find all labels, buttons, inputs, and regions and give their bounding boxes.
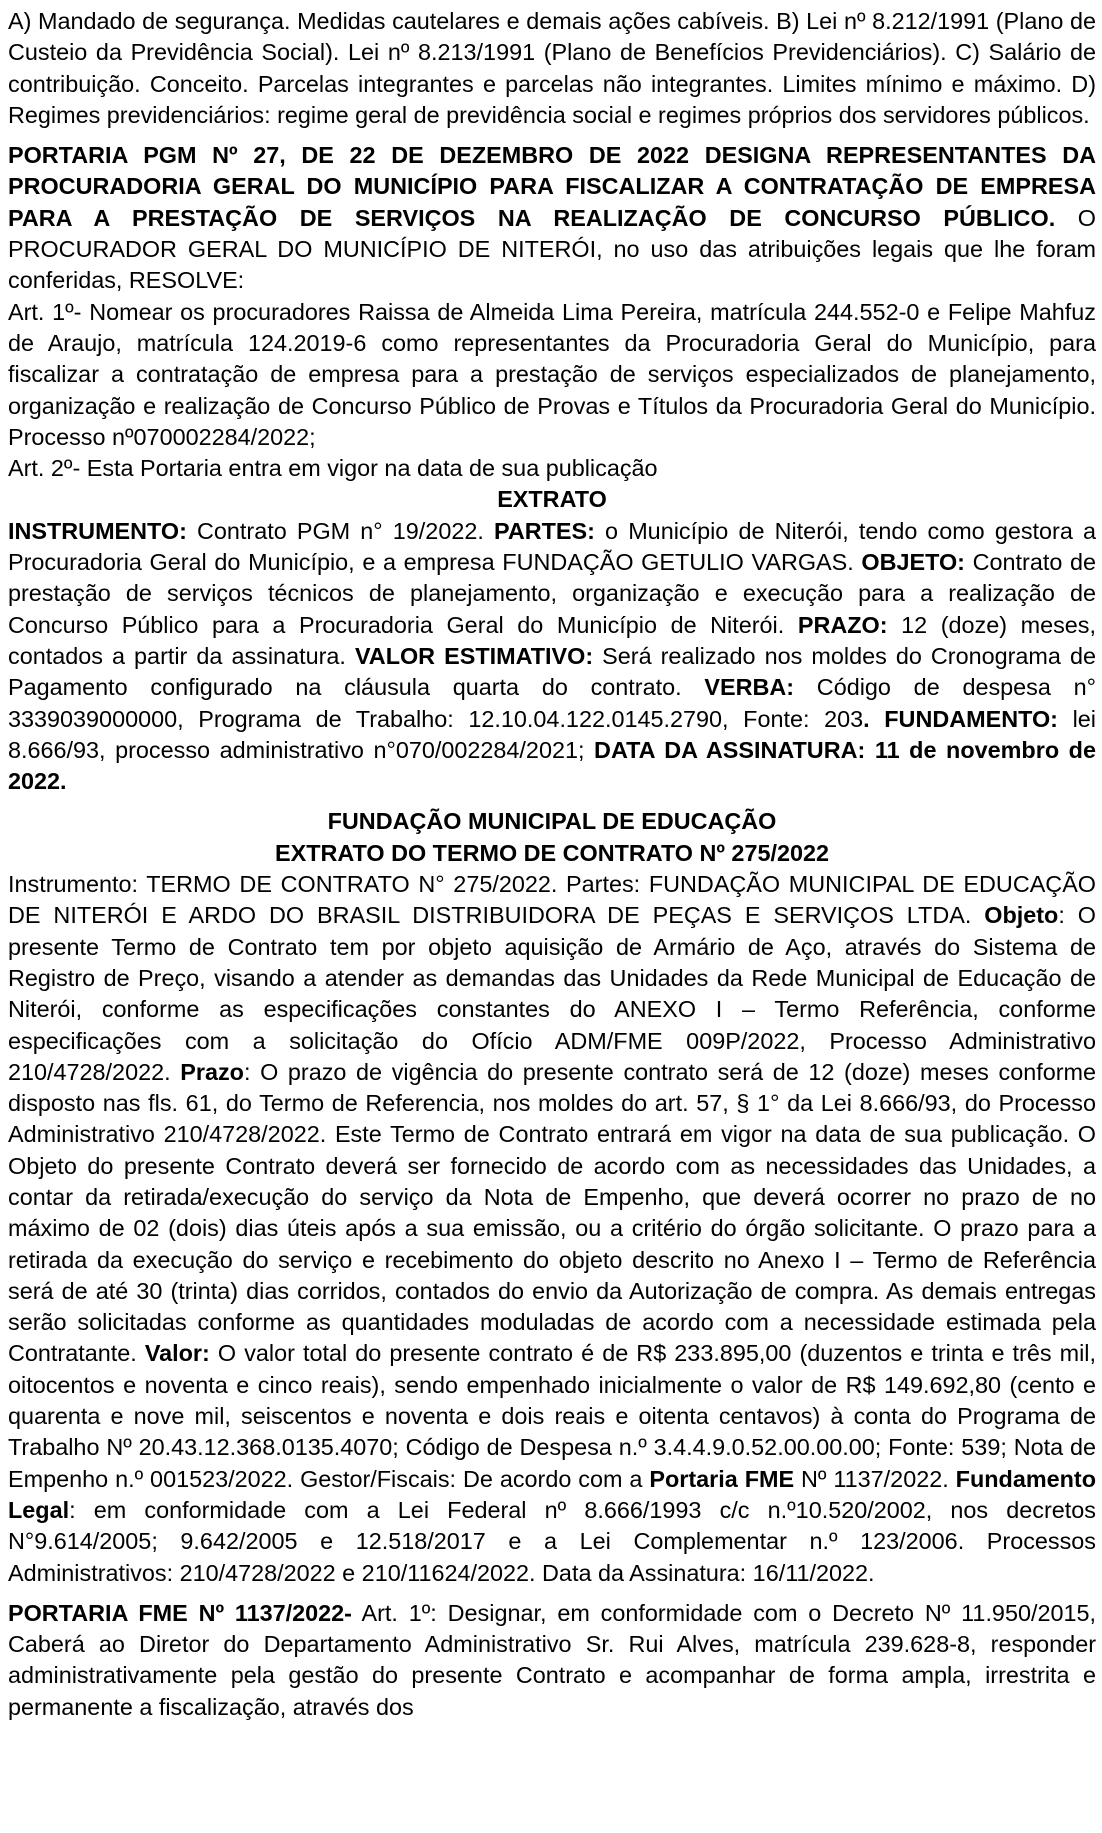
fme-contract-heading: EXTRATO DO TERMO DE CONTRATO Nº 275/2022 xyxy=(275,839,829,866)
extrato-heading: EXTRATO xyxy=(497,486,607,513)
portaria-1137-paragraph: PORTARIA FME Nº 1137/2022- Art. 1º: Designar, em conformidade com o Decreto Nº 11.950/2015, Caberá ao Diretor do Departamento Administrativo Sr. Rui Alves, matrícula 239.628-8, responder administrativamente pela gestão do presente Contrato e acompanhar de forma ampla, irrestrita e permanente a fiscalização, através dos xyxy=(8,1599,1096,1720)
portaria-27-title: PORTARIA PGM Nº 27, DE 22 DE DEZEMBRO DE 2022 DESIGNA REPRESENTANTES DA PROCURADORIA GERAL DO MUNICÍPIO PARA FISCALIZAR A CONTRATAÇÃO DE EMPRESA PARA A PRESTAÇÃO DE SERVIÇOS NA REALIZAÇÃO DE CONCURSO PÚBLICO. xyxy=(8,142,1096,231)
portaria-27-art2: Art. 2º- Esta Portaria entra em vigor na data de sua publicação xyxy=(8,455,658,482)
portaria-1137-title: PORTARIA FME Nº 1137/2022- xyxy=(8,1599,352,1626)
portaria-27-paragraph xyxy=(8,140,1096,296)
portaria-27-intro: O PROCURADOR GERAL DO MUNICÍPIO DE NITERÓI, no uso das atribuições legais que lhe foram conferidas, RESOLVE: xyxy=(8,204,1096,294)
portaria-27-art1: Art. 1º- Nomear os procuradores Raissa de Almeida Lima Pereira, matrícula 244.552-0 e Felipe Mahfuz de Araujo, matrícula 124.2019-6 como representantes da Procuradoria Geral do Município, para fiscalizar a contratação de empresa para a prestação de serviços especializados de planejamento, organização e realização de Concurso Público de Provas e Títulos da Procuradoria Geral do Município. Processo nº070002284/2022; xyxy=(8,298,1096,450)
extrato-paragraph: INSTRUMENTO: Contrato PGM n° 19/2022. PARTES: o Município de Niterói, tendo como gestora a Procuradoria Geral do Município, e a empresa FUNDAÇÃO GETULIO VARGAS. OBJETO: Contrato de prestação de serviços técnicos de planejamento, organização e execução para a realização de Concurso Público para a Procuradoria Geral do Município de Niterói. PRAZO: 12 (doze) meses, contados a partir da assinatura. VALOR ESTIMATIVO: Será realizado nos moldes do Cronograma de Pagamento configurado na cláusula quarta do contrato. VERBA: Código de despesa n° 3339039000000, Programa de Trabalho: 12.10.04.122.0145.2790, Fonte: 203. FUNDAMENTO: lei 8.666/93, processo administrativo n°070/002284/2021; DATA DA ASSINATURA: 11 de novembro de 2022. xyxy=(8,517,1097,795)
fme-contract-paragraph: Instrumento: TERMO DE CONTRATO N° 275/2022. Partes: FUNDAÇÃO MUNICIPAL DE EDUCAÇÃO DE NITERÓI E ARDO DO BRASIL DISTRIBUIDORA DE PEÇAS E SERVIÇOS LTDA. Objeto: O presente Termo de Contrato tem por objeto aquisição de Armário de Aço, através do Sistema de Registro de Preço, visando a atender as demandas das Unidades da Rede Municipal de Educação de Niterói, conforme as especificações constantes do ANEXO I – Termo Referência, conforme especificações com a solicitação do Ofício ADM/FME 009P/2022, Processo Administrativo 210/4728/2022. Prazo: O prazo de vigência do presente contrato será de 12 (doze) meses conforme disposto nas fls. 61, do Termo de Referencia, nos moldes do art. 57, § 1° da Lei 8.666/93, do Processo Administrativo 210/4728/2022. Este Termo de Contrato entrará em vigor na data de sua publicação. O Objeto do presente Contrato deverá ser fornecido de acordo com as necessidades das Unidades, a contar da retirada/execução do serviço da Nota de Empenho, que deverá ocorrer no prazo de no máximo de 02 (dois) dias úteis após a sua emissão, ou a critério do órgão solicitante. O prazo para a retirada da execução do serviço e recebimento do objeto descrito no Anexo I – Termo de Referência será de até 30 (trinta) dias corridos, contados do envio da Autorização de compra. As demais entregas serão solicitadas conforme as quantidades moduladas de acordo com a necessidade estimada pela Contratante. Valor: O valor total do presente contrato é de R$ 233.895,00 (duzentos e trinta e três mil, oitocentos e noventa e cinco reais), sendo empenhado inicialmente o valor de R$ 149.692,80 (cento e quarenta e nove mil, seiscentos e noventa e dois reais e oitenta centavos) à conta do Programa de Trabalho Nº 20.43.12.368.0135.4070; Código de Despesa n.º 3.4.4.9.0.52.00.00.00; Fonte: 539; Nota de Empenho n.º 001523/2022. Gestor/Fiscais: De acordo com a Portaria FME Nº 1137/2022. Fundamento Legal: em conformidade com a Lei Federal nº 8.666/1993 c/c n.º10.520/2002, nos decretos N°9.614/2005; 9.642/2005 e 12.518/2017 e a Lei Complementar n.º 123/2006. Processos Administrativos: 210/4728/2022 e 210/11624/2022. Data da Assinatura: 16/11/2022. xyxy=(8,871,1097,1586)
fme-heading: FUNDAÇÃO MUNICIPAL DE EDUCAÇÃO xyxy=(327,808,777,835)
syllabus-paragraph: A) Mandado de segurança. Medidas cautelares e demais ações cabíveis. B) Lei nº 8.212/1991 (Plano de Custeio da Previdência Social). Lei nº 8.213/1991 (Plano de Benefícios Previdenciários). C) Salário de contribuição. Conceito. Parcelas integrantes e parcelas não integrantes. Limites mínimo e máximo. D) Regimes previdenciários: regime geral de previdência social e regimes próprios dos servidores públicos. xyxy=(8,8,1096,128)
